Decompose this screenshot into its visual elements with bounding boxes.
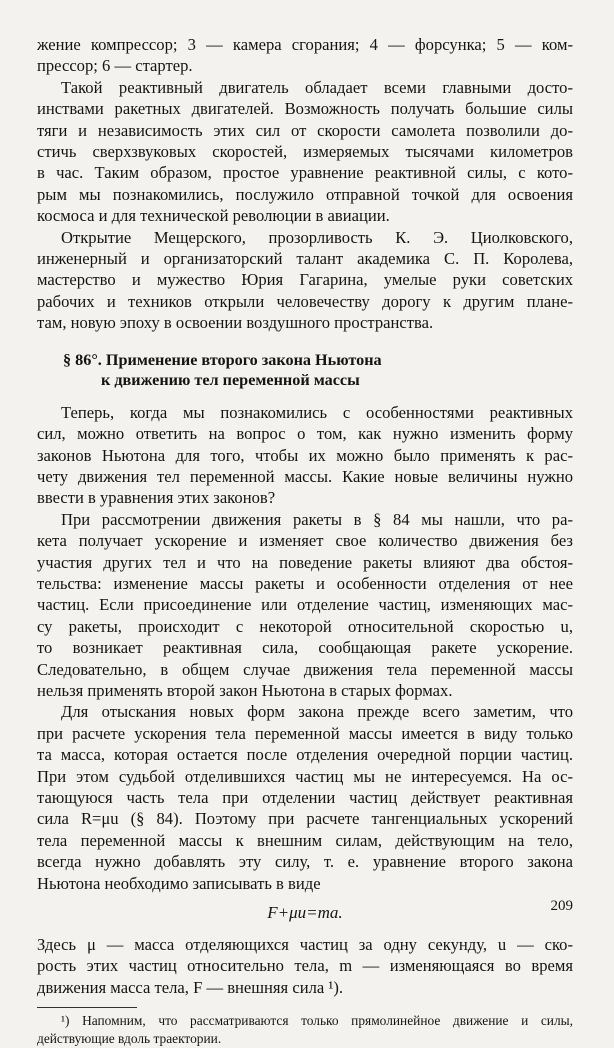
- text-line: Здесь μ — масса отделяющихся частиц за одну секунду, u — ско-: [37, 935, 573, 955]
- text-line: рость этих частиц относительно тела, m — изменяющаяся во время: [37, 956, 573, 976]
- text-line: ввести в уравнения этих законов?: [37, 488, 276, 508]
- text-line: частиц. Если присоединение или отделение частиц, изменяющих мас-: [37, 595, 573, 615]
- text-line: инженерный и организаторский талант академика С. П. Королева,: [37, 249, 573, 269]
- page-number: 209: [550, 898, 573, 914]
- book-page: [37, 34, 573, 1048]
- text-line: При рассмотрении движения ракеты в § 84 мы нашли, что ра-: [61, 509, 573, 529]
- text-line: рабочих и техников открыли человечеству дорогу к другим плане-: [37, 291, 573, 311]
- text-line: инствами ракетных двигателей. Возможность получать большие силы: [37, 99, 573, 119]
- paragraph-new-law-form: [37, 701, 573, 894]
- section-heading-line: § 86°. Применение второго закона Ньютона: [63, 350, 382, 369]
- text-line: нельзя применять второй закон Ньютона в старых формах.: [37, 680, 453, 700]
- text-line: Следовательно, в общем случае движения тела переменной массы: [37, 659, 573, 679]
- section-heading: [37, 350, 573, 390]
- text-line: сила R=μu (§ 84). Поэтому при расчете тангенциальных ускорений: [37, 809, 573, 829]
- text-line: су ракеты, происходит с некоторой относительной скоростью u,: [37, 616, 573, 636]
- paragraph-intro-question: [37, 402, 573, 509]
- text-line: там, новую эпоху в освоении воздушного пространства.: [37, 313, 434, 333]
- text-line: Ньютона необходимо записывать в виде: [37, 873, 321, 893]
- newton-formula: F+μu=ma.: [267, 903, 343, 923]
- paragraph-jet-engine-advantages: [37, 77, 573, 227]
- text-line: всегда нужно добавлять эту силу, т. е. уравнение второго закона: [37, 852, 573, 872]
- text-line: чету движения тел переменной массы. Какие новые величины нужно: [37, 466, 573, 486]
- text-line: то возникает реактивная сила, сообщающая ракете ускорение.: [37, 638, 573, 658]
- paragraph-symbol-definitions: [37, 934, 573, 998]
- text-line: тельства: изменение массы ракеты и особенности отделения от нее: [37, 573, 573, 593]
- text-line: мастерство и мужество Юрия Гагарина, умелые руки советских: [37, 270, 573, 290]
- text-line: при расчете ускорения тела переменной массы имеется в виду только: [37, 723, 573, 743]
- text-line: стичь сверхзвуковых скоростей, измеряемых тысячами километров: [37, 142, 573, 162]
- text-line: тяги и независимость этих сил от скорости самолета позволили до-: [37, 120, 573, 140]
- paragraph-space-pioneers: [37, 227, 573, 334]
- text-line: кета получает ускорение и изменяет свое количество движения без: [37, 531, 573, 551]
- text-line: Такой реактивный двигатель обладает всеми главными досто-: [61, 77, 573, 97]
- text-line: тела переменной массы к внешним силам, действующим на тело,: [37, 830, 573, 850]
- text-line: рым мы познакомились, послужило отправной точкой для освоения: [37, 184, 573, 204]
- text-line: прессор; 6 — стартер.: [37, 56, 193, 76]
- text-line: та масса, которая остается после отделения очередной порции частиц.: [37, 745, 573, 765]
- text-line: Открытие Мещерского, прозорливость К. Э. Циолковского,: [61, 227, 573, 247]
- paragraph-compressor-legend: [37, 34, 573, 77]
- text-line: жение компрессор; 3 — камера сгорания; 4 — форсунка; 5 — ком-: [37, 35, 573, 54]
- paragraph-rocket-motion: [37, 509, 573, 702]
- text-line: Для отыскания новых форм закона прежде всего заметим, что: [61, 702, 573, 722]
- footnote-divider: [37, 1007, 137, 1008]
- text-line: сил, можно ответить на вопрос о том, как нужно изменить форму: [37, 424, 573, 444]
- text-line: в час. Таким образом, простое уравнение реактивной силы, с кото-: [37, 163, 573, 183]
- text-line: При этом судьбой отделившихся частиц мы не интересуемся. На ос-: [37, 766, 573, 786]
- footnote-line: действующие вдоль траектории.: [37, 1031, 222, 1047]
- footnote: [37, 1012, 573, 1048]
- text-line: космоса и для технической революции в авиации.: [37, 206, 390, 226]
- text-line: движения масса тела, F — внешняя сила ¹).: [37, 977, 344, 997]
- section-heading-line: к движению тел переменной массы: [101, 370, 360, 389]
- text-line: тающуюся часть тела при отделении частиц действует реактивная: [37, 788, 573, 807]
- footnote-line: ¹) Напомним, что рассматриваются только прямолинейное движение и силы,: [61, 1013, 573, 1029]
- text-line: Теперь, когда мы познакомились с особенностями реактивных: [61, 402, 573, 422]
- text-line: законов Ньютона для того, чтобы их можно было применять к рас-: [37, 445, 573, 465]
- text-line: участия других тел и что на поведение ракеты влияют два обстоя-: [37, 552, 573, 572]
